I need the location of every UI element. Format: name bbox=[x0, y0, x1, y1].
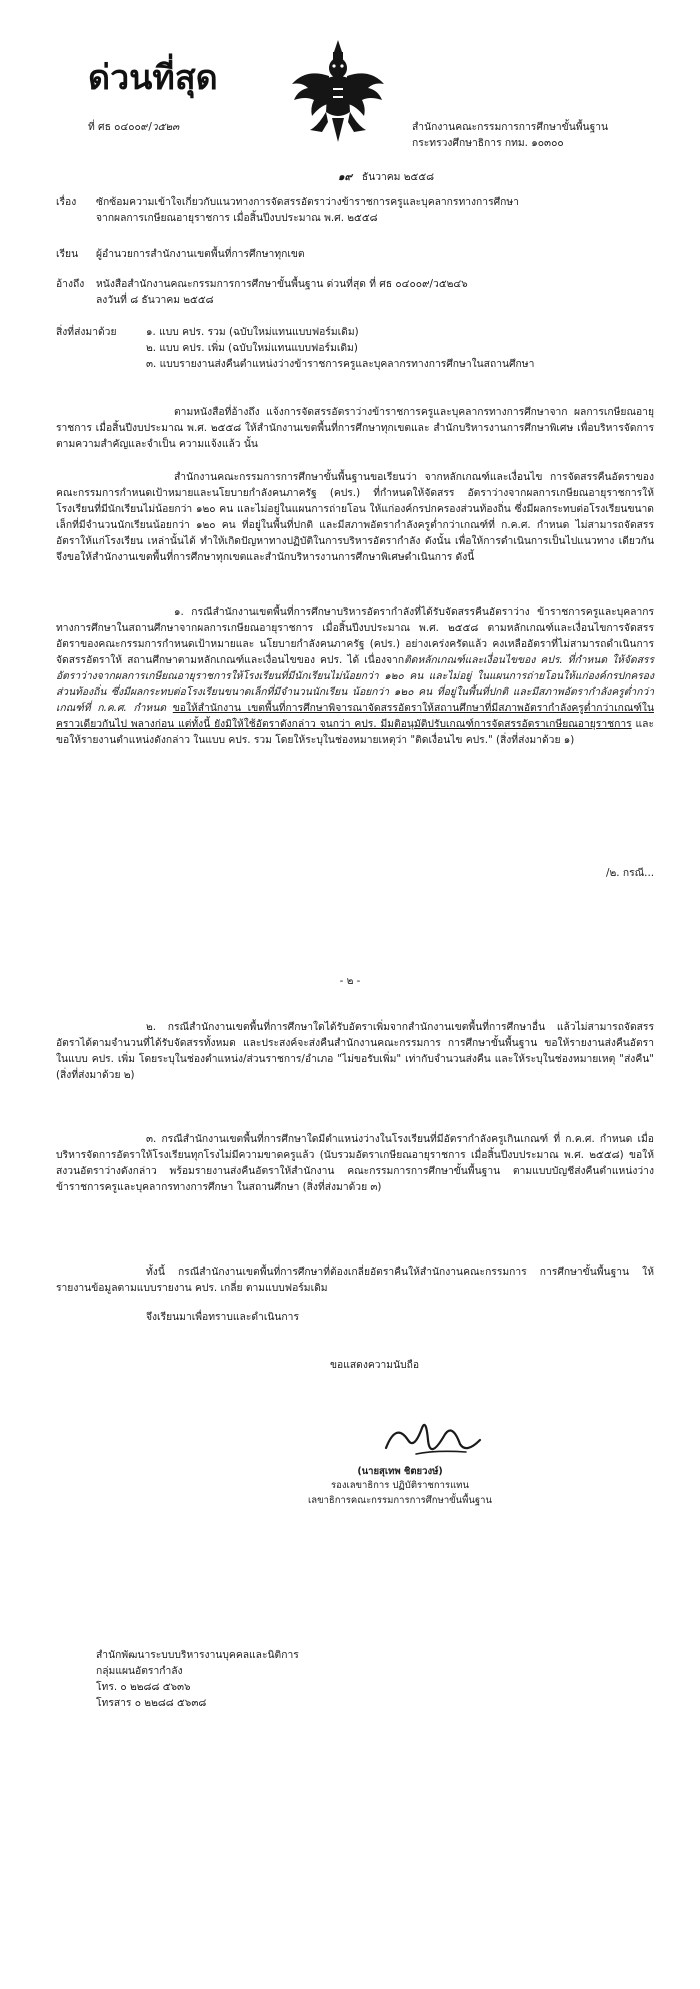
enclosure-item-3: ๓. แบบรายงานส่งคืนตำแหน่งว่างข้าราชการครูและบุคลากรทางการศึกษาในสถานศึกษา bbox=[146, 357, 535, 370]
paragraph-background: สำนักงานคณะกรรมการการศึกษาขั้นพื้นฐานขอเรียนว่า จากหลักเกณฑ์และเงื่อนไข การจัดสรรคืนอัตราของคณะกรรมการกำหนดเป้าหมายและนโยบายกำลังคนภาครัฐ (คปร.) ที่กำหนดให้จัดสรร อัตราว่างจากผลการเกษียณอายุราชการให้โรงเรียนที่มีนักเรียนไม่น้อยกว่า ๑๒๐ คน และไม่อยู่ในแผนการถ่ายโอน ให้แก่องค์กรปกครองส่วนท้องถิ่น ซึ่งมีผลกระทบต่อโรงเรียนขนาดเล็กที่มีจำนวนนักเรียนน้อยกว่า ๑๒๐ คน ที่อยู่ในพื้นที่ปกติ และมีสภาพอัตรากำลังครูต่ำกว่าเกณฑ์ที่ ก.ค.ศ. กำหนด ไม่สามารถจัดสรรอัตราให้แก่โรงเรียน เหล่านั้นได้ ทำให้เกิดปัญหาทางปฏิบัติในการบริหารอัตรากำลัง ดังนั้น เพื่อให้การดำเนินการเป็นไปแนวทาง เดียวกัน จึงขอให้สำนักงานเขตพื้นที่การศึกษาทุกเขตและสำนักบริหารงานการศึกษาพิเศษดำเนินการ ดังนี้ bbox=[56, 471, 654, 563]
signer-position-1: รองเลขาธิการ ปฏิบัติราชการแทน bbox=[331, 1480, 469, 1492]
reference-block bbox=[56, 277, 654, 309]
paragraph-item-2: ๒. กรณีสำนักงานเขตพื้นที่การศึกษาใดได้รับอัตราเพิ่มจากสำนักงานเขตพื้นที่การศึกษาอื่น แล้วไม่สามารถจัดสรรอัตราได้ตามจำนวนที่ได้รับจัดสรรทั้งหมด และประสงค์จะส่งคืนสำนักงานคณะกรรมการ การศึกษาขั้นพื้นฐาน ขอให้รายงานส่งคืนอัตราในแบบ คปร. เพิ่ม โดยระบุในช่องตำแหน่ง/ส่วนราชการ/อำเภอ "ไม่ขอรับเพิ่ม" เท่ากับจำนวนส่งคืน และให้ระบุในช่องหมายเหตุ "ส่งคืน" (สิ่งที่ส่งมาด้วย ๒) bbox=[56, 1021, 654, 1081]
reference-prefix: ที่ ศธ ๐๔๐๐๙/ bbox=[88, 121, 152, 133]
reference-line-1: หนังสือสำนักงานคณะกรรมการการศึกษาขั้นพื้นฐาน ด่วนที่สุด ที่ ศธ ๐๔๐๐๙/ว๕๒๔๖ bbox=[96, 278, 468, 290]
paragraph-closing-request: จึงเรียนมาเพื่อทราบและดำเนินการ bbox=[146, 1311, 299, 1323]
recipient-label: เรียน bbox=[56, 248, 79, 260]
paragraph-item-3: ๓. กรณีสำนักงานเขตพื้นที่การศึกษาใดมีตำแหน่งว่างในโรงเรียนที่มีอัตรากำลังครูเกินเกณฑ์ ที่ ก.ค.ศ. กำหนด เมื่อบริหารจัดการอัตราให้โรงเรียนทุกโรงไม่มีความขาดครูแล้ว (นับรวมอัตราเกษียณอายุราชการ เมื่อสิ้นปีงบประมาณ พ.ศ. ๒๕๕๘) ขอให้สงวนอัตราว่างดังกล่าว พร้อมรายงานส่งคืนอัตราให้สำนักงาน คณะกรรมการการศึกษาขั้นพื้นฐาน ตามแบบบัญชีส่งคืนตำแหน่งว่างข้าราชการครูและบุคลากรทางการศึกษา ในสถานศึกษา (สิ่งที่ส่งมาด้วย ๓) bbox=[56, 1133, 654, 1193]
reference-label: อ้างถึง bbox=[56, 278, 85, 290]
contact-footer bbox=[96, 1648, 299, 1712]
subject-block bbox=[56, 195, 654, 227]
subject-line-1: ซักซ้อมความเข้าใจเกี่ยวกับแนวทางการจัดสรรอัตราว่างข้าราชการครูและบุคลากรทางการศึกษา bbox=[96, 196, 519, 208]
footer-fax: โทรสาร ๐ ๒๒๘๘ ๕๖๓๘ bbox=[96, 1696, 207, 1709]
reference-number bbox=[88, 120, 179, 136]
item-1-underlined-text: ขอให้สำนักงาน เขตพื้นที่การศึกษาพิจารณาจัดสรรอัตราให้สถานศึกษาที่มีสภาพอัตรากำลังครูต่ำกว่าเกณฑ์ในคราวเดียวกันไป พลางก่อน แต่ทั้งนี้ ยังมิให้ใช้อัตราดังกล่าว จนกว่า คปร. มีมติอนุมัติปรับเกณฑ์การจัดสรรอัตราเกษียณอายุราชการ bbox=[56, 701, 654, 730]
date-day-handwritten: ๑๙ bbox=[338, 171, 353, 183]
subject-label: เรื่อง bbox=[56, 196, 77, 208]
reference-line-2: ลงวันที่ ๘ ธันวาคม ๒๕๕๘ bbox=[96, 293, 214, 306]
enclosure-block bbox=[56, 325, 654, 373]
signer-block bbox=[300, 1465, 500, 1508]
letter-page-1 bbox=[0, 0, 700, 960]
letter-page-2 bbox=[0, 960, 700, 1989]
paragraph-intro: ตามหนังสือที่อ้างถึง แจ้งการจัดสรรอัตราว่างข้าราชการครูและบุคลากรทางการศึกษาจาก ผลการเกษียณอายุราชการ เมื่อสิ้นปีงบประมาณ พ.ศ. ๒๕๕๘ ให้สำนักงานเขตพื้นที่การศึกษาทุกเขตและ สำนักบริหารงานการศึกษาพิเศษ เพื่อบริหารจัดการตามความสำคัญและจำเป็น ความแจ้งแล้ว นั้น bbox=[56, 406, 654, 450]
footer-phone: โทร. ๐ ๒๒๘๘ ๕๖๓๖ bbox=[96, 1680, 191, 1693]
reference-handwritten: ว๕๒๓ bbox=[151, 121, 180, 133]
page-number: - ๒ - bbox=[339, 975, 361, 987]
office-line-1: สำนักงานคณะกรรมการการศึกษาขั้นพื้นฐาน bbox=[412, 121, 609, 133]
urgency-stamp: ด่วนที่สุด bbox=[88, 58, 218, 98]
signer-position-2: เลขาธิการคณะกรรมการการศึกษาขั้นพื้นฐาน bbox=[308, 1494, 492, 1506]
signer-name: (นายสุเทพ ชิตยวงษ์) bbox=[357, 1466, 443, 1477]
enclosure-item-1: ๑. แบบ คปร. รวม (ฉบับใหม่แทนแบบฟอร์มเดิม) bbox=[146, 326, 359, 338]
item-1-italic-text: ติดหลักเกณฑ์และเงื่อนไขของ คปร. ที่กำหนด ให้จัดสรรอัตราว่างจากผลการเกษียณอายุราชการให้โรงเรียนที่มีนักเรียนไม่น้อยกว่า ๑๒๐ คน และไม่อยู่ ในแผนการถ่ายโอนให้แก่องค์กรปกครองส่วนท้องถิ่น ซึ่งมีผลกระทบต่อโรงเรียนขนาดเล็กที่มีจำนวนนักเรียน น้อยกว่า ๑๒๐ คน ที่อยู่ในพื้นที่ปกติ และมีสภาพอัตรากำลังครูต่ำกว่าเกณฑ์ที่ ก.ค.ศ. กำหนด bbox=[56, 653, 654, 714]
enclosure-item-2: ๒. แบบ คปร. เพิ่ม (ฉบับใหม่แทนแบบฟอร์มเดิม) bbox=[146, 341, 358, 354]
closing-phrase: ขอแสดงความนับถือ bbox=[330, 1359, 420, 1371]
signature-icon bbox=[356, 1410, 506, 1470]
footer-group: กลุ่มแผนอัตรากำลัง bbox=[96, 1664, 183, 1677]
recipient-value: ผู้อำนวยการสำนักงานเขตพื้นที่การศึกษาทุกเขต bbox=[96, 248, 305, 260]
subject-line-2: จากผลการเกษียณอายุราชการ เมื่อสิ้นปีงบประมาณ พ.ศ. ๒๕๕๘ bbox=[96, 211, 378, 224]
paragraph-note: ทั้งนี้ กรณีสำนักงานเขตพื้นที่การศึกษาที่ต้องเกลี่ยอัตราคืนให้สำนักงานคณะกรรมการ การศึกษาขั้นพื้นฐาน ให้รายงานข้อมูลตามแบบรายงาน คปร. เกลี่ย ตามแบบฟอร์มเดิม bbox=[56, 1266, 654, 1294]
item-1-text: ๑. กรณีสำนักงานเขตพื้นที่การศึกษาบริหารอัตรากำลังที่ได้รับจัดสรรคืนอัตราว่าง ข้าราชการครูและบุคลากรทางการศึกษาในสถานศึกษาจากผลการเกษียณอายุราชการ เมื่อสิ้นปีงบประมาณ พ.ศ. ๒๕๕๘ ตามหลักเกณฑ์และเงื่อนไขการจัดสรรอัตราของคณะกรรมการกำหนดเป้าหมายและ นโยบายกำลังคนภาครัฐ (คปร.) อย่างเคร่งครัดแล้ว คงเหลืออัตราที่ไม่สามารถดำเนินการจัดสรรอัตราให้ สถานศึกษาตามหลักเกณฑ์และเงื่อนไขของ คปร. ได้ เนื่องจาก bbox=[56, 606, 654, 666]
recipient-block bbox=[56, 247, 654, 263]
letter-date bbox=[338, 170, 434, 186]
date-month-year: ธันวาคม ๒๕๕๘ bbox=[361, 171, 435, 183]
office-line-2: กระทรวงศึกษาธิการ กทม. ๑๐๓๐๐ bbox=[412, 136, 564, 149]
garuda-emblem-icon bbox=[288, 38, 388, 146]
footer-office: สำนักพัฒนาระบบบริหารงานบุคคลและนิติการ bbox=[96, 1649, 299, 1661]
office-address bbox=[412, 120, 608, 152]
continue-marker: /๒. กรณี... bbox=[606, 867, 654, 879]
item-1-closing-text: และขอให้รายงานตำแหน่งดังกล่าว ในแบบ คปร. รวม โดยให้ระบุในช่องหมายเหตุว่า "ติดเงื่อนไข คปร." (สิ่งที่ส่งมาด้วย ๑) bbox=[56, 717, 654, 746]
enclosure-label: สิ่งที่ส่งมาด้วย bbox=[56, 326, 117, 338]
paragraph-item-1 bbox=[56, 605, 654, 749]
